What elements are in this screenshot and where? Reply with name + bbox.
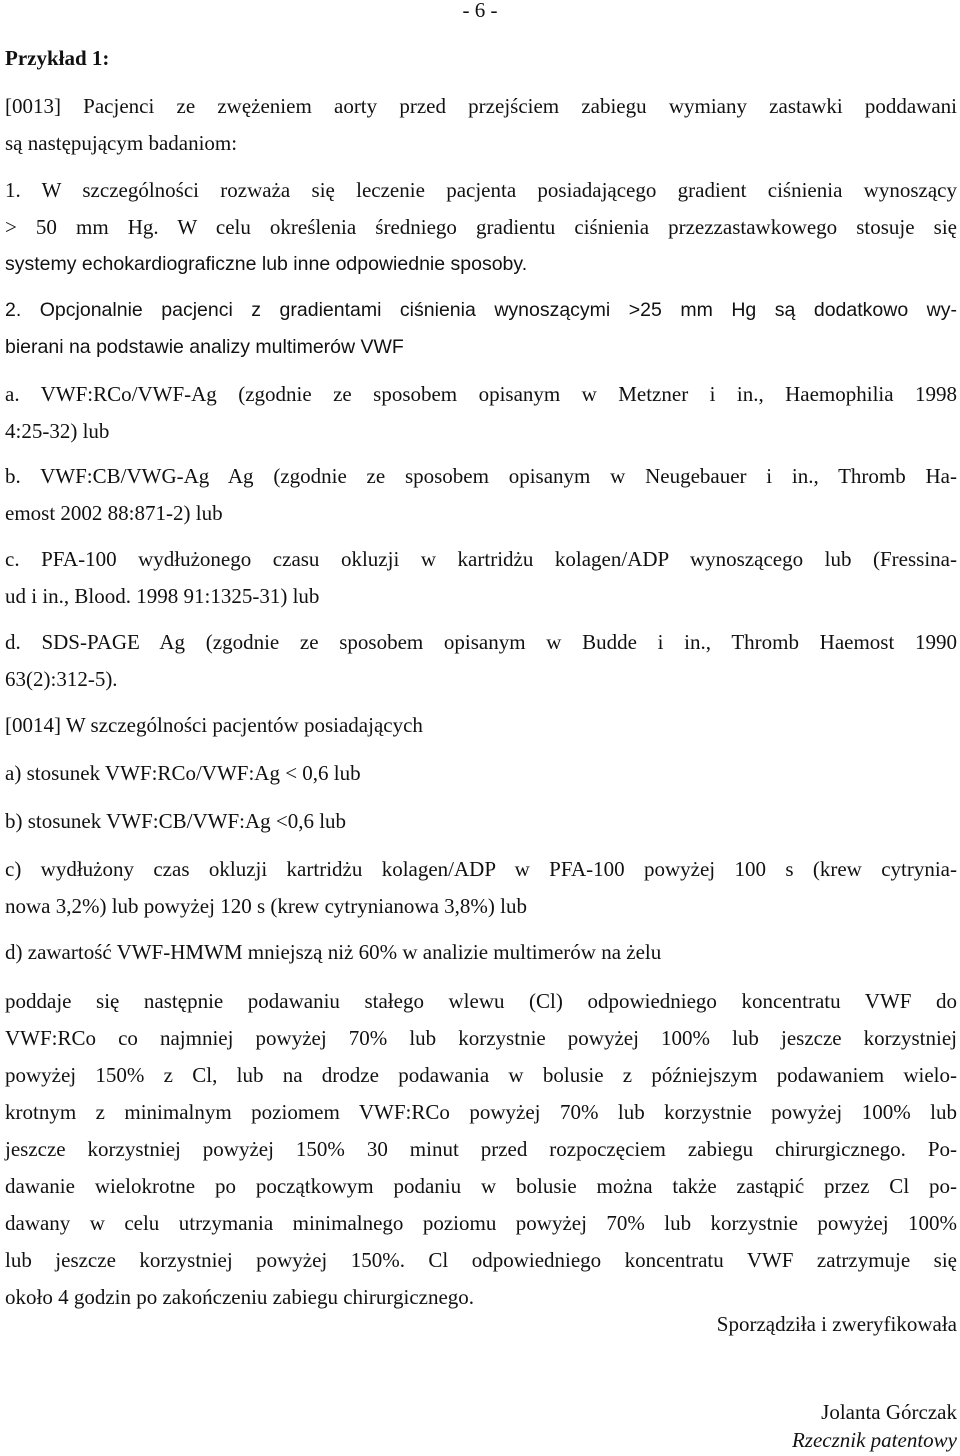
text-line: dawanie wielokrotne po początkowym podaniu w bolusie można także zastąpić przez Cl po-	[5, 1174, 957, 1198]
text-line: d. SDS-PAGE Ag (zgodnie ze sposobem opisanym w Budde i in., Thromb Haemost 1990	[5, 630, 957, 654]
list-item-c	[5, 541, 957, 615]
list-item-2	[5, 292, 957, 366]
example-heading: Przykład 1:	[5, 46, 110, 70]
text-line: > 50 mm Hg. W celu określenia średniego gradientu ciśnienia przezzastawkowego stosuje się	[5, 215, 957, 239]
list-item-b	[5, 458, 957, 532]
text-line: są następującym badaniom:	[5, 131, 238, 155]
text-line: poddaje się następnie podawaniu stałego wlewu (Cl) odpowiedniego koncentratu VWF do	[5, 989, 957, 1013]
page-number: - 6 -	[462, 0, 498, 22]
list-item-1	[5, 172, 957, 283]
text-line: a. VWF:RCo/VWF-Ag (zgodnie ze sposobem opisanym w Metzner i in., Haemophilia 1998	[5, 382, 957, 406]
text-line: jeszcze korzystniej powyżej 150% 30 minut przed rozpoczęciem zabiegu chirurgicznego. Po-	[5, 1137, 957, 1161]
text-line: powyżej 150% z Cl, lub na drodze podawania w bolusie z późniejszym podawaniem wielo-	[5, 1063, 957, 1087]
text-line: bierani na podstawie analizy multimerów VWF	[5, 336, 404, 358]
list-item-a	[5, 376, 957, 450]
text-line: ud i in., Blood. 1998 91:1325-31) lub	[5, 584, 320, 608]
text-line: krotnym z minimalnym poziomem VWF:RCo powyżej 70% lub korzystnie powyżej 100% lub	[5, 1100, 957, 1124]
text-line: [0013] Pacjenci ze zwężeniem aorty przed przejściem zabiegu wymiany zastawki poddawani	[5, 94, 957, 118]
criterion-c	[5, 851, 957, 925]
text-line: około 4 godzin po zakończeniu zabiegu chirurgicznego.	[5, 1285, 475, 1309]
signature-title: Rzecznik patentowy	[791, 1428, 957, 1452]
criterion-d: d) zawartość VWF-HMWM mniejszą niż 60% w analizie multimerów na żelu	[5, 940, 662, 964]
signature-prepared: Sporządziła i zweryfikowała	[716, 1312, 957, 1336]
text-line: emost 2002 88:871-2) lub	[5, 501, 223, 525]
text-line: 2. Opcjonalnie pacjenci z gradientami ciśnienia wynoszącymi >25 mm Hg są dodatkowo wy-	[5, 299, 957, 321]
list-item-d	[5, 624, 957, 698]
text-line: c) wydłużony czas okluzji kartridżu kolagen/ADP w PFA-100 powyżej 100 s (krew cytrynia-	[5, 857, 957, 881]
text-line: systemy echokardiograficzne lub inne odpowiednie sposoby.	[5, 253, 528, 275]
criterion-b: b) stosunek VWF:CB/VWF:Ag <0,6 lub	[5, 809, 347, 833]
text-line: dawany w celu utrzymania minimalnego poziomu powyżej 70% lub korzystnie powyżej 100%	[5, 1211, 957, 1235]
text-line: 1. W szczególności rozważa się leczenie pacjenta posiadającego gradient ciśnienia wynoszący	[5, 178, 957, 202]
text-line: b. VWF:CB/VWG-Ag Ag (zgodnie ze sposobem opisanym w Neugebauer i in., Thromb Ha-	[5, 464, 957, 488]
text-line: nowa 3,2%) lub powyżej 120 s (krew cytrynianowa 3,8%) lub	[5, 894, 527, 918]
text-line: lub jeszcze korzystniej powyżej 150%. Cl odpowiedniego koncentratu VWF zatrzymuje się	[5, 1248, 957, 1272]
paragraph-0013	[5, 88, 957, 162]
text-line: c. PFA-100 wydłużonego czasu okluzji w kartridżu kolagen/ADP wynoszącego lub (Fressina-	[5, 547, 957, 571]
text-line: VWF:RCo co najmniej powyżej 70% lub korzystnie powyżej 100% lub jeszcze korzystniej	[5, 1026, 957, 1050]
text-line: 4:25-32) lub	[5, 419, 110, 443]
paragraph-0014: [0014] W szczególności pacjentów posiadających	[5, 713, 423, 737]
criterion-a: a) stosunek VWF:RCo/VWF:Ag < 0,6 lub	[5, 761, 361, 785]
final-paragraph	[5, 983, 957, 1316]
text-line: 63(2):312-5).	[5, 667, 118, 691]
signature-name: Jolanta Górczak	[821, 1400, 957, 1424]
